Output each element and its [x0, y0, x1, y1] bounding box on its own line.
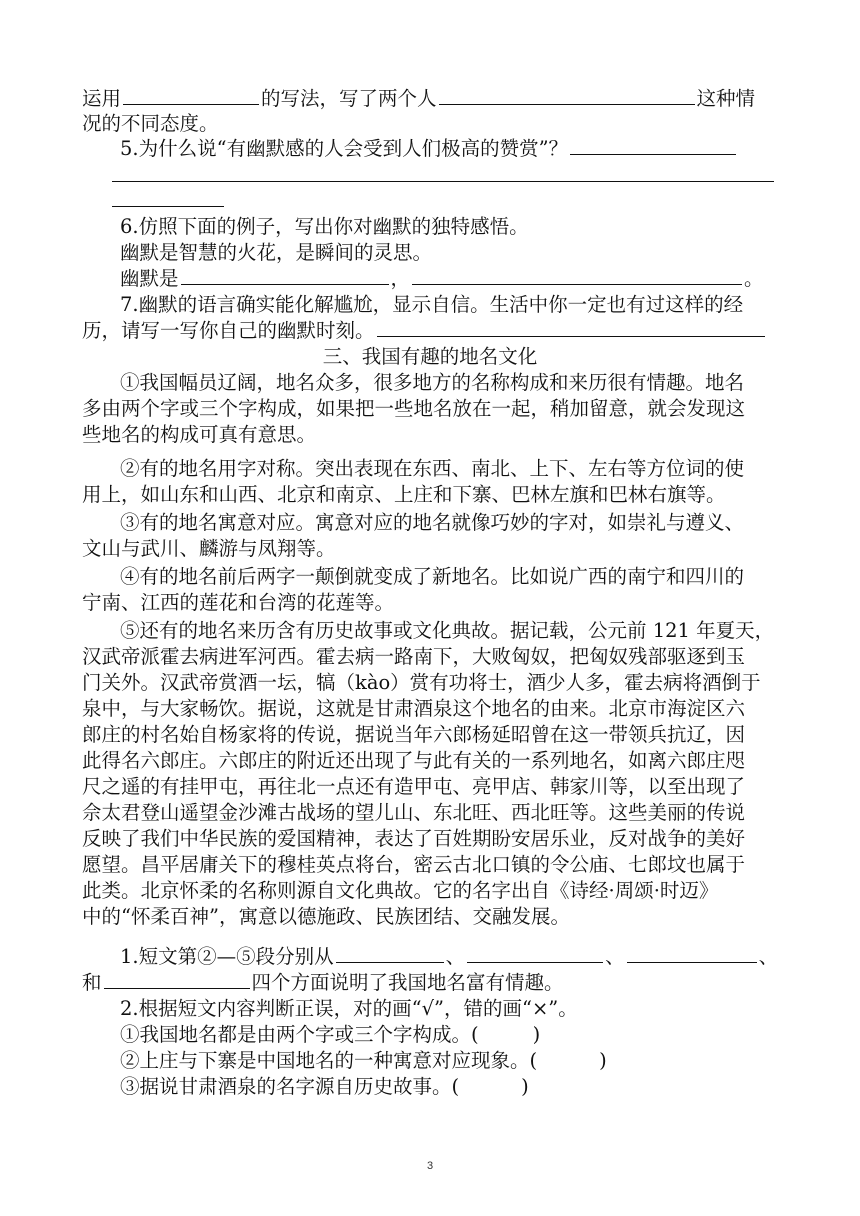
question-5	[120, 136, 780, 162]
question-6: 6.仿照下面的例子，写出你对幽默的独特感悟。	[120, 215, 529, 238]
paragraph-line: ①我国幅员辽阔，地名众多，很多地方的名称构成和来历很有情趣。地名	[120, 371, 745, 394]
paragraph-line: 泉中，与大家畅饮。据说，这就是甘肃酒泉这个地名的由来。北京市海淀区六	[82, 697, 746, 720]
blank[interactable]	[439, 86, 695, 105]
answer-line[interactable]	[112, 181, 774, 182]
text-line: 况的不同态度。	[82, 112, 219, 135]
paragraph-line: 文山与武川、麟游与凤翔等。	[82, 537, 336, 560]
text: 5.为什么说“有幽默感的人会受到人们极高的赞赏”？	[120, 137, 569, 160]
paragraph-line: ③有的地名寓意对应。寓意对应的地名就像巧妙的字对，如崇礼与遵义、	[120, 511, 745, 534]
question-7: 7.幽默的语言确实能化解尴尬，显示自信。生活中你一定也有过这样的经	[120, 293, 744, 316]
question-2: 2.根据短文内容判断正误，对的画“√”，错的画“×”。	[120, 997, 578, 1020]
text: 。	[744, 267, 764, 290]
blank[interactable]	[377, 318, 765, 337]
text: )	[521, 1075, 529, 1098]
paragraph-line: 反映了我们中华民族的爱国精神，表达了百姓期盼安居乐业，反对战争的美好	[82, 827, 746, 850]
paragraph-line: 中的“怀柔百神”，寓意以德施政、民族团结、交融发展。	[82, 905, 570, 928]
text: 这种情	[696, 87, 756, 110]
text: 、	[758, 945, 779, 968]
question-1-cont	[82, 970, 780, 996]
paragraph-line: 此类。北京怀柔的名称则源自文化典故。它的名字出自《诗经·周颂·时迈》	[82, 879, 719, 902]
judge-item-1	[120, 1022, 780, 1048]
blank[interactable]	[467, 944, 603, 963]
judge-item-3	[120, 1074, 780, 1100]
text: 历，请写一写你自己的幽默时刻。	[82, 319, 375, 342]
blank[interactable]	[570, 136, 736, 155]
text: ①我国地名都是由两个字或三个字构成。(	[120, 1023, 479, 1046]
text: 四个方面说明了我国地名富有情趣。	[251, 971, 564, 994]
paragraph-line: 门关外。汉武帝赏酒一坛，犒（kào）赏有功将士，酒少人多，霍去病将酒倒于	[82, 671, 761, 694]
text: ，	[390, 267, 411, 290]
judge-item-2	[120, 1048, 780, 1074]
paragraph-line: 此得名六郎庄。六郎庄的附近还出现了与此有关的一系列地名，如离六郎庄咫	[82, 749, 746, 772]
paragraph-line: 宁南、江西的莲花和台湾的花莲等。	[82, 591, 395, 614]
text: 、	[445, 945, 466, 968]
blank[interactable]	[336, 944, 444, 963]
text: 1.短文第②—⑤段分别从	[120, 945, 334, 968]
paragraph-line: ⑤还有的地名来历含有历史故事或文化典故。据记载，公元前 121 年夏天，	[120, 619, 775, 642]
section-title: 三、我国有趣的地名文化	[322, 345, 538, 368]
fill-line	[120, 266, 780, 292]
answer-line[interactable]	[112, 206, 224, 207]
text: )	[532, 1023, 541, 1046]
example-text: 幽默是智慧的火花，是瞬间的灵思。	[120, 241, 433, 264]
blank[interactable]	[181, 266, 389, 285]
paragraph-line: 用上，如山东和山西、北京和南京、上庄和下寨、巴林左旗和巴林右旗等。	[82, 483, 726, 506]
paragraph-line: 郎庄的村名始自杨家将的传说，据说当年六郎杨延昭曾在这一带领兵抗辽，因	[82, 723, 746, 746]
text: )	[599, 1049, 607, 1072]
paragraph-line: 多由两个字或三个字构成，如果把一些地名放在一起，稍加留意，就会发现这	[82, 397, 746, 420]
paragraph-line: ②有的地名用字对称。突出表现在东西、南北、上下、左右等方位词的使	[120, 457, 745, 480]
text: 幽默是	[120, 267, 179, 290]
blank[interactable]	[123, 86, 259, 105]
paragraph-line: 佘太君登山遥望金沙滩古战场的望儿山、东北旺、西北旺等。这些美丽的传说	[82, 801, 746, 824]
text: 的写法，写了两个人	[261, 87, 437, 110]
text: 和	[82, 971, 102, 994]
text: 运用	[82, 87, 122, 110]
text: ②上庄与下寨是中国地名的一种寓意对应现象。(	[120, 1049, 538, 1072]
question-1	[120, 944, 780, 970]
text-line	[82, 86, 780, 112]
text-line	[82, 318, 780, 344]
blank[interactable]	[627, 944, 757, 963]
page-number: 3	[426, 1160, 434, 1172]
text: ③据说甘肃酒泉的名字源自历史故事。(	[120, 1075, 460, 1098]
paragraph-line: 愿望。昌平居庸关下的穆桂英点将台，密云古北口镇的令公庙、七郎坟也属于	[82, 853, 746, 876]
paragraph-line: ④有的地名前后两字一颠倒就变成了新地名。比如说广西的南宁和四川的	[120, 565, 745, 588]
paragraph-line: 汉武帝派霍去病进军河西。霍去病一路南下，大败匈奴，把匈奴残部驱逐到玉	[82, 645, 746, 668]
paragraph-line: 些地名的构成可真有意思。	[82, 423, 317, 446]
blank[interactable]	[412, 266, 742, 285]
text: 、	[605, 945, 625, 968]
paragraph-line: 尺之遥的有挂甲屯，再往北一点还有造甲屯、亮甲店、韩家川等，以至出现了	[82, 775, 746, 798]
blank[interactable]	[104, 970, 250, 989]
